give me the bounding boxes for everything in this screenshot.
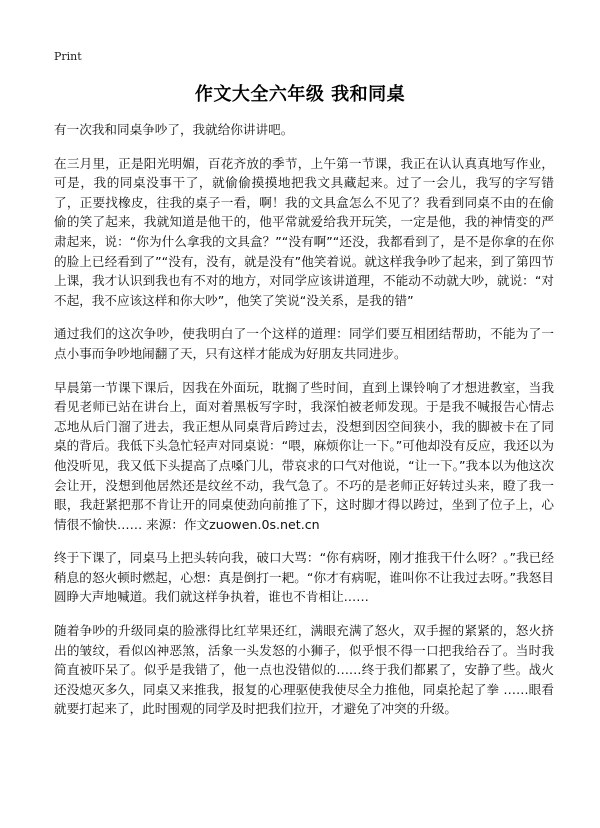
print-link[interactable]: Print <box>54 50 82 63</box>
article-body <box>54 120 554 733</box>
paragraph-lesson: 通过我们的这次争吵，使我明白了一个这样的道理：同学们要互相团结帮助，不能为了一点小事而争吵地闹翻了天，只有这样才能成为好朋友共同进步。 <box>54 326 554 361</box>
paragraph-story-two: 早晨第一节课下课后，因我在外面玩，耽搁了些时间，直到上课铃响了才想进教室，当我看见老师已站在讲台上，面对着黑板写字时，我深怕被老师发现。于是我不喊报告心情忐忑地从后门溜了进去，我正想从同桌背后跨过去，没想到因空间狭小，我的脚被卡在了同桌的背后。我低下头急忙轻声对同桌说：“喂，麻烦你让一下。”可他却没有反应，我还以为他没听见，我又低下头提高了点嗓门儿，带哀求的口气对他说，“让一下。”我本以为他这次会让开，没想到他居然还是纹丝不动，我气急了。不巧的是老师正好转过头来，瞪了我一眼，我赶紧把那不肯让开的同桌使劲向前推了下，这时脚才得以跨过，坐到了位子上，心情很不愉快…… 来源：作文zuowen.0s.net.cn <box>54 379 554 532</box>
paragraph-argument: 终于下课了，同桌马上把头转向我，破口大骂：“你有病呀，刚才推我干什么呀？。”我已经稍息的怒火顿时燃起，心想：真是倒打一耙。“你才有病呢，谁叫你不让我过去呀。”我怒目圆睁大声地喊道。我们就这样争执着，谁也不肯相让…… <box>54 550 554 605</box>
paragraph-story-one: 在三月里，正是阳光明媚，百花齐放的季节，上午第一节课，我正在认认真真地写作业，可是，我的同桌没事干了，就偷偷摸摸地把我文具藏起来。过了一会儿，我写的字写错了，正要找橡皮，往我的桌子一看，啊！我的文具盒怎么不见了？我看到同桌不由的在偷偷的笑了起来，我就知道是他干的，他平常就爱给我开玩笑，一定是他，我的神情变的严肃起来，说：“你为什么拿我的文具盒？”“没有啊”“还没，我都看到了，是不是你拿的在你的脸上已经看到了”“没有，没有，就是没有”他笑着说。就这样我争吵了起来，到了第四节上课，我才认识到我也有不对的地方，对同学应该讲道理，不能动不动就大吵，就说：“对不起，我不应该这样和你大吵”，他笑了笑说“没关系，是我的错” <box>54 155 554 308</box>
article-title: 作文大全六年级 我和同桌 <box>194 84 406 105</box>
paragraph-escalation: 随着争吵的升级同桌的脸涨得比红苹果还红，满眼充满了怒火，双手握的紧紧的，怒火挤出的皱纹，看似凶神恶煞，活象一头发怒的小狮子，似乎恨不得一口把我给吞了。当时我简直被吓呆了。似乎是我错了，他一点也没错似的……终于我们都累了，安静了些。战火还没熄灭多久，同桌又来推我，报复的心理驱使我使尽全力推他，同桌抡起了拳 ……眼看就要打起来了，此时围观的同学及时把我们拉开，才避免了冲突的升级。 <box>54 623 554 717</box>
paragraph-intro: 有一次我和同桌争吵了，我就给你讲讲吧。 <box>54 122 294 137</box>
